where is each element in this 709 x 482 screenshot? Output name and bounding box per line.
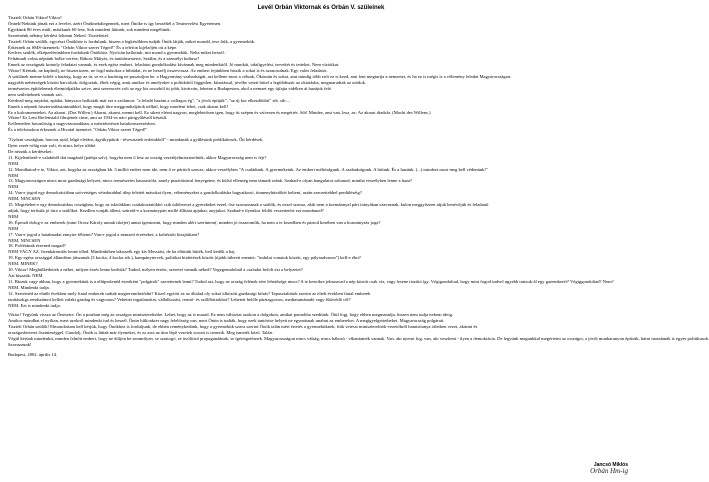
signature-block (590, 462, 628, 474)
text-line: Kedves szülők, elképzelésünkben fordulunk Önökhöz. Nyolcán hallottuk, mit mond a gyermekük. Neha miket beszél. (8, 50, 225, 56)
text-line: Tisztelt Orbán szülők! Elmondottam kell kérjük, hogy Önökhöz is forduljunk, de ebben reménykedünk, hogy a gyermekük szava szerint Önök talán mért értetés a gyermeküknek, fiúk vetesst miniszterelnök-vezetőkről hamisítanya ötletben vezet, akármi és (8, 324, 478, 330)
text-line: 12. Mondhatod-e te, Viktor, azt, hogyha az országban kb. 3 millió ember nem ide, nem ő re pártiolt szavaz, akkor veszélyben "A családunk. A gyermekeink. Az emberi méltóságunk. A szabadságunk. A hitünk. És a hazánk. (...) mindezt most meg kell védenünk!" (8, 166, 488, 172)
text-line: 10. Viktor! Meghülkedettek a néhet, milyen érzés lenne kedvük? Tudod, milyen érzést, szeretet vannák néked? Vegzgenudolnál a csaladot befolt ezt a helyzetet? (8, 267, 303, 273)
letter-section-questions (8, 137, 634, 308)
place-date: Budapest, 2002. április 14. (8, 351, 58, 357)
text-line: Ez a kulcsmeneteket. Az akarat. (Das Willen.) Akarni, akarni, menni kell. Ez sikert elérni nagyon, meglehetősen igen, hogy itt szépen és szívesen és megértés. Sőt! Mindez, ami van, lesz, az: Az akarat diadala. (Macht des Willens.) (8, 109, 431, 115)
text-line: Ennek az országnak komoly feladatai vannak, és ezek egész embert, feladatot gondolkodást kívánnak meg mindenkitől. Jó munkát, odafigyelést, tervekét és tetteket. Nem vízióikat. (8, 62, 340, 68)
text-line: NEM, NINCSEN (8, 196, 41, 202)
text-line: És a telefonokon érkeznek a Hivatal üzenetei: "Orbán Viktor szeret Téged!" (8, 127, 148, 133)
text-line: Amikor mondhat el nyiltan, mert azokról mindenki tud és beszél. Önön hűlicnkrer nagy felelősség van, mert Önön is tudták, hogy ezek tantörtse helyett ne egymásnak unalmi az embereket. A megígyelgettetheket. Magyarország polgárait. (8, 318, 445, 324)
text-line: Tisztelt Orbán Viktor!Viktor! (8, 15, 62, 20)
text-line: NEM, NINCSEN (8, 237, 41, 243)
text-line: természetes építőelemek életmódjaikba szíve, ami szerencsés volt az egy kis rosszból itt jobb, kivárván, lehetne a Budapesten, ahol a nemzet egy újfajta vidéken át hazájuk felé. (8, 85, 332, 91)
text-line: Ilyen vezér-világ már volt, és nincs helye többé. (8, 143, 97, 149)
text-line: NEM (8, 213, 19, 219)
text-line: Tisztelt Orbán szülők, egyrészt Önökhöz is fordulunk, hiszen a legkésőbben tudják Önök látják, miket mondd, tesz fiúk, a gyermekük. (8, 38, 256, 44)
letter-section-closing (8, 312, 709, 347)
text-line: 11. Bízzuk vagy abban, hogy a gyermekünk is a elhíprolenéd ezeriként "polgárok" szerettenek lenni? Tudod azt, hogy az ország felének sére lehetősége nincs? A te kezeikre jelmzavad a nép között csak víz, vagy lesene tisztító így. Végigondoltad, hogy mint fogod tudvel ugyebb tartsuk-ál egy gazemberét? Végiggondoltad? Nem? (8, 278, 614, 284)
text-line: Viktor! Tegyünk vissza az Önöseire. Ön a postban még az országos miniszterelnöke. Lehet, hogy az is marad. Ez nem változtat azokon a dolgokon, amikat pontokba szedtünk. Ötül fogj, hogy ebben megmaradja, hiszen nem tudja nekem ideig. (8, 312, 454, 318)
text-line: 14. Van-e jogod egy demokráciában szövetséges vétedarabbal ülep felettét másokat ilyen, véleményeket a gondolkodásba hagyatkozó, tönnenyhitetőkét kelteni, aztán szerzettebbel perdüléséig? (8, 190, 362, 196)
text-line: 12. Szeretnéd az elnűlt években mely fiatal emberek tudtak megteremthetődni? Közel egytött ez az általad oly sokat ülközött gazdasági kiírás? Tapasztaltátok szerint az eltelt években fiatal emberek (8, 290, 371, 296)
text-line: NEM (8, 160, 19, 166)
text-line: Szavazzunk! (8, 341, 32, 347)
text-line: NEM (8, 225, 19, 231)
letter-page (8, 4, 709, 358)
text-line: NEM. Mindenki tudja. (8, 284, 50, 290)
text-line: Kellemetlen hasonlóság a nagyvárosunkban, a mérrtétetésen hatalomszerzésben. (8, 121, 156, 127)
text-line: Egyikünk 80 éves múlt, másikunk 60 lesz. Sok mindent láttunk, sok mindent megéltünk. (8, 26, 171, 32)
text-line: 15. Megtétehet-e egy demokratikus országban, hogy az iskolákban csatlakoztatókbó csik üdölereset a gyerekeket ezzel, őse szavazzanak a szülők, és ezzel szavaz, akik nem a kormánnyal párt irányában szavaznak, kulon meggyőzzen rájuk benévőjük és feladatul (8, 202, 489, 208)
text-line: Végül kérünk mindenkit, minden felnőtt embert, hogy ne döljön be semmilyen, se szuttogó, se üvöltöző propagandának, se ígéretgetésnek. Magyarországon nincs válság, nincs háború - víkantatnék vannak. Van, aki nyerni fog, van, aki veszíteni - ilyen a demokrácia. De legyünk magunkkal megértetni az országot, a jövőt munkaranyon építsük, bárni mondanák is egyes politikusok. (8, 336, 709, 342)
text-line: Kérdezd meg anyádat, apádat, hányszor hallották már ezt a szólamot: "a feladó hazám a csillagos ég", "a jövőt építjük", "az új kor elkezdődött" stb. stb.... (8, 97, 291, 103)
text-line: Érkeznek az SMS-üzenetek: "Orbán Viktor szeret Téged!" És a telefon kijelzőjén ott a képe. (8, 44, 178, 50)
text-line: 18. Prófétának érzened magad? (8, 243, 66, 249)
text-line: NEM. MINEK? (8, 261, 38, 267)
text-line: NEM. Ezt is mindenki tudja. (8, 302, 61, 308)
text-line: Szeretnénk néhány kérdést feltenni Neked. Tisztelettel. (8, 32, 110, 38)
text-line: Ennek a népnek hiszterizálásiránnükkel, hogy magát tűre meggondtaljátok nélkül, hogy mindent lehet, csak akarni kell! (8, 103, 229, 109)
text-line: nagyobb nehézségek között harcoltak, dolgoztak, éltek végig, amit amikor és amelyeket a politikától független, kitartással, jövőbe vetett hittel a legtöbbször az oktatásba, megmaradtak az utódok. (8, 79, 367, 85)
text-line: 13. Magyarországon nincs most gazdasági helyzet, nincs természetes katasztrófa, amely puszításával fenyegetne, és külső ellenség nem támadt reánk. Szabad-e olyan hangulatot szítanod, mintha veszélyben lenne a haza? (8, 178, 413, 184)
text-line: De nézzük a kérdéseket: (8, 148, 53, 154)
text-line: NEM VAGY AZ. Istenkáromlás lenne tőled. Mindenkiben lakozzék egy kis Messiási, de ha elhittük hitték, beil kedők a baj. (8, 249, 236, 255)
text-line: Önnek!Nekünk jónak ezt a levelet, azért Önöknekdiegennek, mert Önöke is így beszéltél a Testnevelési Egyetemen. (8, 20, 222, 26)
letter-section-intro (8, 15, 634, 133)
text-line: 16. Épeszű dolog-e az emberek (mint Orosz Károly unnak iskéjei) annai igentoztni, hogy minden alért szerintem(, minden jó összeomlik, ha nem a te kezedben és pártod kezében van a kormányzás joga? (8, 219, 381, 225)
text-line: 11. Kijelenthető-e valakiből tkú magánál (párbja szív), hogyha nem ő lesz az ország vezetőjelmiszterelnök, akkor Magyarország nem is fejt? (8, 154, 267, 160)
text-line: 19. Egy egész országgal állandóan játszanak (3 kocka, 4 kocka stb.), kampánytervek, politikai hirdetések között (újabb útleteti enentet: "indulni vonatok között, egy pályaudvaron") kell-e élni? (8, 255, 361, 261)
text-line: "Győzni országban, harcias nyúl, bűgő elefánt, ágyúkypátok - tévesztatek erdeinkből" - mondanák a gyűlésünk prédikátorok, Őtt kérdések. (8, 137, 264, 143)
signature-scribble: Orbán Hm-ig (590, 467, 628, 475)
text-line: NEM (8, 184, 19, 190)
text-line: Viktor! Kérünk, ne haphodj, ne hiszterizzen, ne fogd másokra a hibáidat, és ne beszélj összevissza. Az emberi fejünkben hiszik a sokat is és azonosulnak. Egy valós feladatot. (8, 68, 328, 74)
text-line: nem szüleiteknek vannak szó. (8, 91, 63, 97)
text-line: adjuk, hogy terítsük jó útra a szülőket. Kezdlen vonják álleni, szüretű-e a kormánypárt mellé állítani apjukat, anyjukat. Szabad-e ilyenkor feldőt veszettetést ezt mondanod? (8, 208, 324, 213)
text-line: NEM (8, 172, 19, 178)
text-line: Viktor! Ez Leni Riefenstahl filmjének címe, ami az 1934-es náci pártgyűlésről készült. (8, 115, 168, 121)
page-title: Levél Orbán Viktornak és Orbán V. szüleinek (257, 5, 385, 11)
text-line: országosbezeret őszinteséggel. Gondolj, Önök is láttak már ilyeneket, és ez arra az útra lépő vezetek soront is ismerik. Meg ismerik kéző. Talán. (8, 330, 274, 336)
text-line: Feltámadt volna néptánk bolke verése, Rákosi Mátyás, és tanítómesterre, Sztálin, és a személyi kultusz? (8, 56, 200, 62)
signature-name: Jancsó Miklós (593, 462, 628, 468)
text-line: Azt hiszzük: NEM (8, 272, 43, 278)
text-line: A szülőnek menne kifelé a határig, hogy az út, se ez a barátság ne pusztuljon be, a Hagyomány szabadságát, azt kellene most a célunk, Ökomán és sokat, ami mindig több erőt ez is kezd, ami fent megtartja a nemzetet, és ha ez is mégis is a vélemény feladat Magyarországon. (8, 74, 512, 80)
text-line: tanításokgs rendszámot kellett valaki gazdag és vagyonos? Vehettet ingatlanokat, vállalkozást, termő- és szőlőbirtokbot? Lehetett belőle párttagyonos, mediatumánadó vagy fűtövédő cél? (8, 296, 351, 302)
text-line: 17. Van-e jogod a hatalmadat ennyire féltetni? Van-e jogod a nemzeti érzéseket, a kohézióit kisajátítani? (8, 231, 200, 237)
